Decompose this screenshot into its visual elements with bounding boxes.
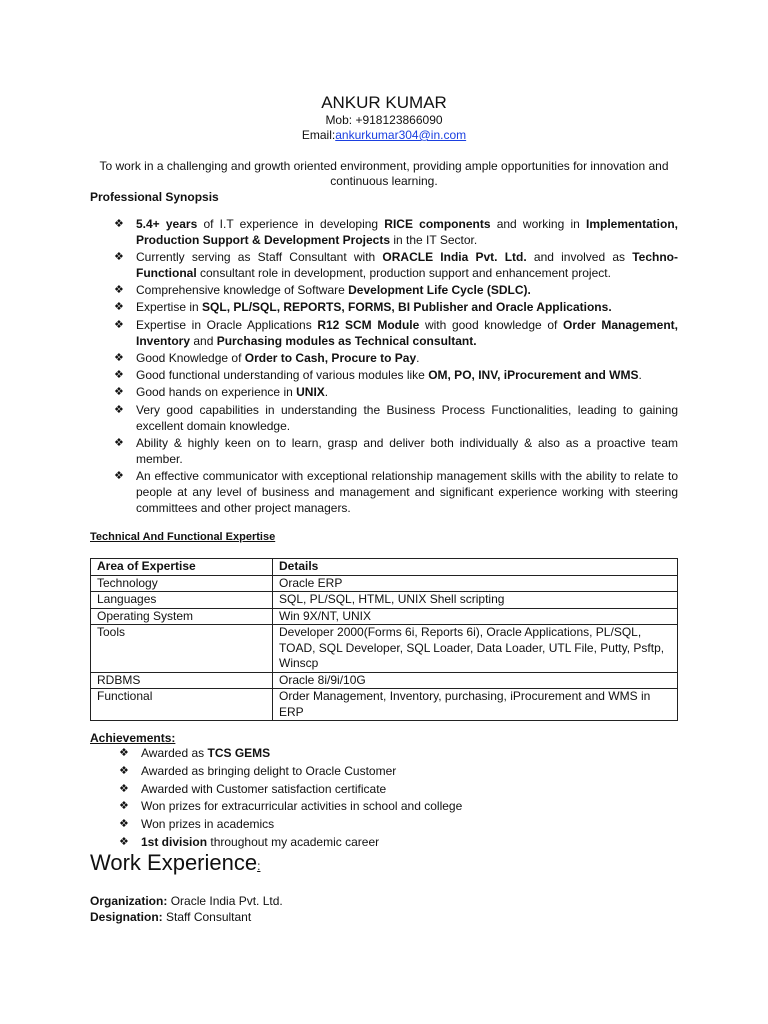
email-label: Email: bbox=[301, 128, 336, 142]
diamond-bullet-icon: ❖ bbox=[114, 301, 124, 314]
organization-row bbox=[90, 894, 283, 908]
emphasis-text: OM, PO, INV, iProcurement and WMS bbox=[428, 368, 639, 383]
diamond-bullet-icon: ❖ bbox=[119, 764, 129, 777]
list-item bbox=[119, 816, 641, 834]
list-item bbox=[114, 368, 678, 384]
achievements-list bbox=[119, 745, 641, 852]
body-text: Expertise in Oracle Applications bbox=[136, 317, 318, 332]
list-item bbox=[119, 798, 641, 816]
body-text: consultant role in development, production support and enhancement project. bbox=[196, 265, 611, 280]
body-text: in the IT Sector. bbox=[390, 232, 478, 247]
body-text: with good knowledge of bbox=[419, 317, 563, 332]
body-text: throughout my academic career bbox=[207, 834, 380, 849]
emphasis-text: UNIX bbox=[296, 385, 325, 400]
email-line bbox=[0, 128, 768, 142]
body-text: Awarded as bbox=[141, 746, 208, 760]
body-text: Comprehensive knowledge of Software bbox=[136, 283, 349, 298]
synopsis-list bbox=[114, 217, 679, 518]
diamond-bullet-icon: ❖ bbox=[119, 800, 129, 813]
table-row bbox=[91, 625, 678, 673]
career-objective: To work in a challenging and growth oriented environment, providing ample opportunities for innovation and continuous learning. bbox=[99, 159, 669, 188]
emphasis-text: R12 SCM Module bbox=[317, 317, 420, 332]
list-item bbox=[114, 468, 678, 516]
list-item bbox=[119, 763, 641, 781]
body-text: of I.T experience in developing bbox=[197, 217, 385, 231]
diamond-bullet-icon: ❖ bbox=[114, 318, 124, 331]
emphasis-text: Order Management, Inventory bbox=[136, 317, 679, 348]
synopsis-heading: Professional Synopsis bbox=[90, 190, 219, 204]
body-text: and working in bbox=[490, 217, 586, 231]
table-cell-details: Developer 2000(Forms 6i, Reports 6i), Oracle Applications, PL/SQL, TOAD, SQL Developer, SQL Loader, Data Loader, UTL File, Putty, Psftp, Winscp bbox=[273, 625, 678, 673]
diamond-bullet-icon: ❖ bbox=[114, 436, 124, 449]
body-text: . bbox=[416, 350, 420, 365]
emphasis-text: Order to Cash, Procure to Pay bbox=[244, 350, 417, 365]
list-item bbox=[119, 745, 641, 763]
table-header-row bbox=[91, 559, 678, 576]
table-header-details: Details bbox=[273, 559, 678, 576]
table-row bbox=[91, 575, 678, 592]
email-link[interactable]: ankurkumar304@in.com bbox=[335, 128, 467, 142]
candidate-name: ANKUR KUMAR bbox=[321, 93, 447, 112]
emphasis-text: 5.4+ years bbox=[136, 217, 198, 231]
diamond-bullet-icon: ❖ bbox=[114, 284, 124, 297]
table-cell-area: Functional bbox=[91, 689, 273, 721]
body-text: Currently serving as Staff Consultant with bbox=[136, 250, 383, 265]
list-item bbox=[114, 402, 678, 435]
designation-row bbox=[90, 910, 251, 924]
expertise-table bbox=[90, 558, 678, 721]
body-text: and involved as bbox=[526, 250, 633, 265]
diamond-bullet-icon: ❖ bbox=[119, 818, 129, 831]
emphasis-text: 1st division bbox=[141, 834, 208, 849]
diamond-bullet-icon: ❖ bbox=[114, 351, 124, 364]
diamond-bullet-icon: ❖ bbox=[114, 251, 124, 264]
table-cell-area: Languages bbox=[91, 592, 273, 609]
body-text: Awarded with Customer satisfaction certificate bbox=[141, 781, 387, 796]
emphasis-text: ORACLE India Pvt. Ltd. bbox=[382, 250, 527, 265]
body-text: and bbox=[190, 333, 217, 348]
technical-heading: Technical And Functional Expertise bbox=[90, 531, 276, 543]
emphasis-text: Development Life Cycle (SDLC). bbox=[348, 283, 531, 298]
diamond-bullet-icon: ❖ bbox=[119, 782, 129, 795]
table-cell-details: Oracle 8i/9i/10G bbox=[273, 672, 678, 689]
emphasis-text: Purchasing modules as Technical consultant. bbox=[216, 333, 477, 348]
list-item bbox=[114, 435, 678, 468]
body-text: Ability & highly keen on to learn, grasp and deliver both individually & also as a proactive team member. bbox=[136, 435, 678, 466]
diamond-bullet-icon: ❖ bbox=[114, 469, 124, 482]
designation-value: Staff Consultant bbox=[166, 910, 252, 924]
table-cell-area: Tools bbox=[91, 625, 273, 673]
list-item bbox=[114, 283, 678, 299]
list-item bbox=[119, 781, 641, 799]
table-header-area: Area of Expertise bbox=[91, 559, 273, 576]
work-experience-colon: : bbox=[257, 859, 261, 873]
list-item bbox=[114, 300, 678, 316]
diamond-bullet-icon: ❖ bbox=[119, 747, 129, 759]
table-row bbox=[91, 689, 678, 721]
list-item bbox=[114, 385, 678, 401]
list-item bbox=[114, 250, 679, 282]
body-text: Won prizes in academics bbox=[141, 817, 275, 832]
list-item bbox=[114, 317, 679, 350]
table-cell-details: Win 9X/NT, UNIX bbox=[273, 608, 678, 625]
body-text: Very good capabilities in understanding the Business Process Functionalities, leading to gaining excellent domain knowledge. bbox=[136, 402, 678, 433]
table-row bbox=[91, 592, 678, 609]
diamond-bullet-icon: ❖ bbox=[114, 403, 124, 416]
body-text: Expertise in bbox=[136, 300, 203, 315]
table-cell-area: Operating System bbox=[91, 608, 273, 625]
work-experience-heading bbox=[90, 850, 260, 876]
body-text: . bbox=[324, 385, 329, 400]
work-experience-title: Work Experience bbox=[90, 850, 258, 875]
body-text: Awarded as bringing delight to Oracle Customer bbox=[141, 763, 397, 778]
body-text: Good functional understanding of various modules like bbox=[136, 368, 429, 383]
body-text: An effective communicator with exceptional relationship management skills with the ability to relate to people at any level of business and management and significant experience working with steering committees and other project managers. bbox=[136, 468, 678, 515]
list-item bbox=[114, 217, 678, 249]
diamond-bullet-icon: ❖ bbox=[119, 835, 129, 848]
emphasis-text: RICE components bbox=[384, 217, 491, 231]
table-cell-details: SQL, PL/SQL, HTML, UNIX Shell scripting bbox=[273, 592, 678, 609]
organization-value: Oracle India Pvt. Ltd. bbox=[170, 894, 283, 908]
diamond-bullet-icon: ❖ bbox=[114, 369, 124, 382]
designation-label: Designation: bbox=[90, 910, 163, 924]
body-text: . bbox=[638, 368, 642, 383]
table-cell-area: RDBMS bbox=[91, 672, 273, 689]
organization-label: Organization: bbox=[90, 894, 168, 908]
body-text: Good hands on experience in bbox=[136, 385, 297, 400]
table-cell-details: Order Management, Inventory, purchasing, iProcurement and WMS in ERP bbox=[273, 689, 678, 721]
table-cell-area: Technology bbox=[91, 575, 273, 592]
diamond-bullet-icon: ❖ bbox=[114, 218, 124, 230]
table-row bbox=[91, 672, 678, 689]
emphasis-text: Implementation, Production Support & Development Projects bbox=[136, 217, 678, 247]
list-item bbox=[114, 350, 678, 367]
table-row bbox=[91, 608, 678, 625]
emphasis-text: SQL, PL/SQL, REPORTS, FORMS, BI Publisher and Oracle Applications. bbox=[202, 300, 612, 315]
body-text: Won prizes for extracurricular activities in school and college bbox=[141, 799, 463, 814]
emphasis-text: Techno-Functional bbox=[136, 250, 679, 280]
table-cell-details: Oracle ERP bbox=[273, 575, 678, 592]
diamond-bullet-icon: ❖ bbox=[114, 386, 124, 399]
mobile-number: Mob: +918123866090 bbox=[325, 113, 443, 127]
achievements-heading: Achievements: bbox=[90, 731, 176, 745]
body-text: Good Knowledge of bbox=[136, 350, 245, 365]
emphasis-text: TCS GEMS bbox=[207, 746, 271, 760]
